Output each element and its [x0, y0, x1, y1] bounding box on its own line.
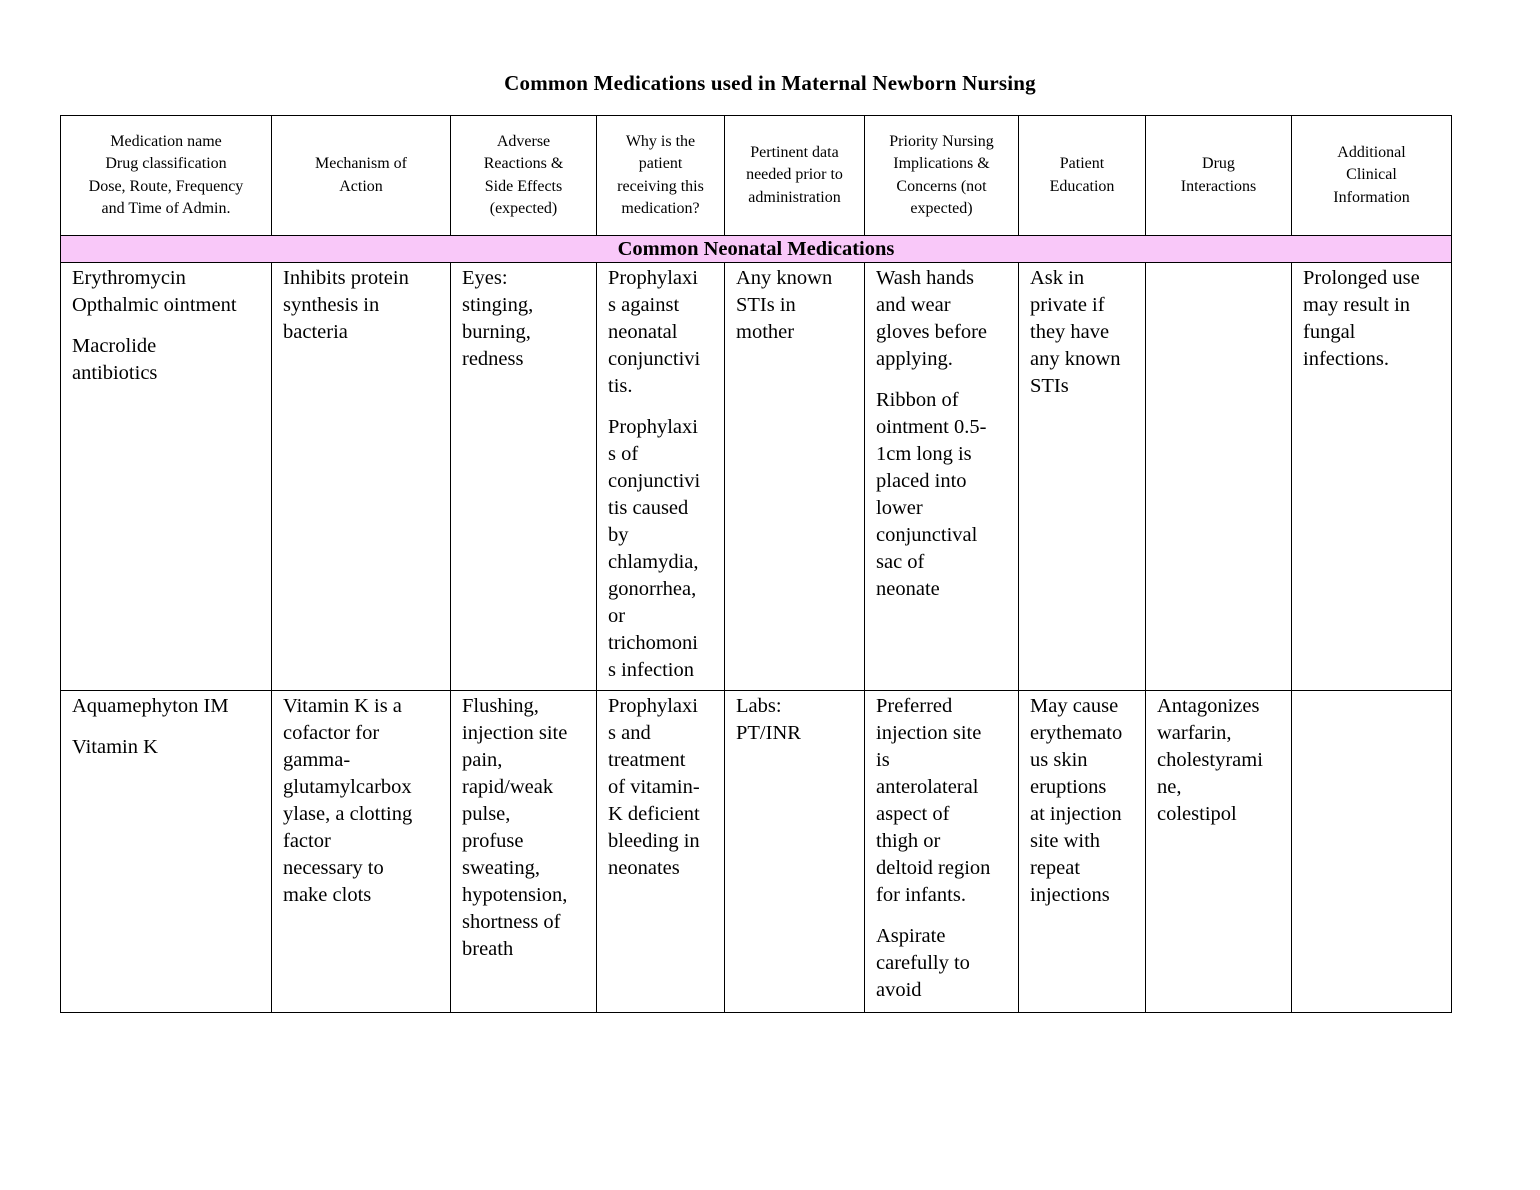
cell-text-line: STIs in	[736, 294, 796, 316]
header-text-line: administration	[748, 188, 841, 206]
cell-text-line: aspect of	[876, 803, 950, 825]
table-cell	[272, 691, 451, 1013]
cell-text-line: redness	[462, 348, 524, 370]
header-text-line: Additional	[1337, 143, 1406, 161]
header-text-line: needed prior to	[746, 166, 843, 184]
cell-text-line: s infection	[608, 659, 694, 681]
cell-text-line: applying.	[876, 348, 953, 370]
cell-text-line: us skin	[1030, 749, 1088, 771]
table-cell	[597, 691, 725, 1013]
table-cell	[61, 263, 272, 691]
header-text-line: Implications &	[893, 155, 990, 172]
header-medication-name	[61, 116, 272, 236]
cell-text-line: stinging,	[462, 294, 534, 316]
cell-text-line: lower	[876, 497, 923, 519]
header-text-line: Why is the	[625, 132, 696, 150]
cell-text-line: STIs	[1030, 375, 1069, 397]
cell-text-line: Flushing,	[462, 695, 539, 717]
cell-text-line: treatment	[608, 749, 686, 771]
cell-text-line: placed into	[876, 470, 967, 492]
table-cell	[451, 691, 597, 1013]
cell-text-line: factor	[283, 830, 331, 852]
header-text-line: expected)	[910, 200, 973, 217]
cell-text-line: necessary to	[283, 857, 384, 879]
cell-text-line: glutamylcarbox	[283, 776, 412, 798]
cell-text-line: ointment 0.5-	[876, 416, 987, 438]
cell-text-line: private if	[1030, 294, 1105, 316]
cell-text-line: Aspirate	[876, 925, 946, 947]
header-text-line: Concerns (not	[896, 177, 987, 195]
table-cell	[451, 263, 597, 691]
header-mechanism-of-action	[272, 116, 451, 236]
table-cell	[597, 263, 725, 691]
header-text-line: Patient	[1059, 155, 1105, 172]
header-text-line: patient	[638, 155, 683, 172]
cell-text-line: s against	[608, 294, 680, 316]
cell-text-line: ylase, a clotting	[283, 803, 413, 825]
paragraph-gap	[876, 909, 1012, 923]
header-text-line: Reactions &	[483, 155, 564, 172]
table-cell	[1146, 263, 1292, 691]
header-text-line: Dose, Route, Frequency	[88, 177, 244, 195]
cell-text-line: May cause	[1030, 695, 1119, 717]
table-cell	[272, 263, 451, 691]
cell-text-line: make clots	[283, 884, 372, 906]
cell-text-line: any known	[1030, 348, 1121, 370]
cell-text-line: 1cm long is	[876, 443, 972, 465]
table-row	[61, 263, 1452, 691]
header-text-line: Medication name	[110, 132, 222, 150]
cell-text-line: tis.	[608, 375, 633, 397]
document-title: Common Medications used in Maternal Newborn Nursing	[504, 71, 1036, 95]
header-text-line: Pertinent data	[750, 143, 839, 161]
cell-text-line: burning,	[462, 321, 531, 343]
cell-text-line: chlamydia,	[608, 551, 699, 573]
cell-text-line: for infants.	[876, 884, 966, 906]
cell-text-line: Aquamephyton IM	[72, 695, 229, 717]
cell-text-line: Labs:	[736, 695, 782, 717]
cell-text-line: anterolateral	[876, 776, 979, 798]
cell-text-line: eruptions	[1030, 776, 1107, 798]
cell-text-line: Prophylaxi	[608, 416, 698, 438]
table-cell	[725, 263, 865, 691]
cell-text-line: s and	[608, 722, 651, 744]
header-pertinent-data	[725, 116, 865, 236]
table-cell	[1292, 691, 1452, 1013]
header-text-line: Information	[1333, 188, 1410, 206]
header-text-line: Interactions	[1180, 177, 1257, 195]
header-patient-education	[1019, 116, 1146, 236]
cell-text-line: gloves before	[876, 321, 987, 343]
table-row	[61, 691, 1452, 1013]
cell-text-line: injection site	[876, 722, 982, 744]
cell-text-line: gamma-	[283, 749, 351, 771]
cell-text-line: and wear	[876, 294, 951, 316]
cell-text-line: shortness of	[462, 911, 561, 933]
cell-text-line: fungal	[1303, 321, 1356, 343]
cell-text-line: site with	[1030, 830, 1101, 852]
cell-text-line: sac of	[876, 551, 925, 573]
section-row	[61, 236, 1452, 263]
cell-text-line: repeat	[1030, 857, 1081, 879]
cell-text-line: thigh or	[876, 830, 941, 852]
cell-text-line: warfarin,	[1157, 722, 1232, 744]
cell-text-line: or	[608, 605, 626, 627]
cell-text-line: Inhibits protein	[283, 267, 409, 289]
cell-text-line: Wash hands	[876, 267, 974, 289]
paragraph-gap	[72, 319, 265, 333]
paragraph-gap	[72, 720, 265, 734]
cell-text-line: hypotension,	[462, 884, 568, 906]
cell-text-line: ne,	[1157, 776, 1182, 798]
cell-text-line: trichomoni	[608, 632, 698, 654]
header-text-line: Action	[339, 177, 383, 195]
header-text-line: Drug classification	[105, 155, 227, 172]
cell-text-line: Vitamin K is a	[283, 695, 402, 717]
cell-text-line: of vitamin-	[608, 776, 700, 798]
cell-text-line: Erythromycin	[72, 267, 186, 289]
header-text-line: and Time of Admin.	[101, 200, 231, 217]
table-cell	[61, 691, 272, 1013]
cell-text-line: synthesis in	[283, 294, 380, 316]
cell-text-line: breath	[462, 938, 514, 960]
cell-text-line: cofactor for	[283, 722, 380, 744]
cell-text-line: by	[608, 524, 629, 546]
cell-text-line: Prophylaxi	[608, 695, 698, 717]
cell-text-line: Macrolide	[72, 335, 157, 357]
cell-text-line: bacteria	[283, 321, 348, 343]
cell-text-line: colestipol	[1157, 803, 1237, 825]
cell-text-line: Antagonizes	[1157, 695, 1260, 717]
cell-text-line: carefully to	[876, 952, 970, 974]
header-adverse-reactions	[451, 116, 597, 236]
header-text-line: (expected)	[489, 200, 558, 217]
cell-text-line: mother	[736, 321, 795, 343]
table-cell	[1146, 691, 1292, 1013]
header-text-line: Education	[1049, 177, 1115, 195]
table-cell	[865, 263, 1019, 691]
cell-text-line: Eyes:	[462, 267, 508, 289]
cell-text-line: cholestyrami	[1157, 749, 1263, 771]
header-row	[61, 116, 1452, 236]
cell-text-line: s of	[608, 443, 639, 465]
table-cell	[725, 691, 865, 1013]
cell-text-line: conjunctivi	[608, 348, 701, 370]
cell-text-line: injection site	[462, 722, 568, 744]
cell-text-line: tis caused	[608, 497, 689, 519]
cell-text-line: PT/INR	[736, 722, 801, 744]
header-reason-for-medication	[597, 116, 725, 236]
cell-text-line: Ask in	[1030, 267, 1085, 289]
table-cell	[1292, 263, 1452, 691]
cell-text-line: antibiotics	[72, 362, 158, 384]
table-cell	[1019, 263, 1146, 691]
cell-text-line: infections.	[1303, 348, 1389, 370]
cell-text-line: deltoid region	[876, 857, 991, 879]
cell-text-line: Opthalmic ointment	[72, 294, 237, 316]
cell-text-line: is	[876, 749, 890, 771]
header-text-line: medication?	[621, 200, 700, 217]
table-cell	[1019, 691, 1146, 1013]
cell-text-line: pulse,	[462, 803, 511, 825]
cell-text-line: Any known	[736, 267, 833, 289]
header-text-line: Clinical	[1346, 166, 1397, 184]
paragraph-gap	[608, 400, 718, 414]
cell-text-line: bleeding in	[608, 830, 700, 852]
header-text-line: Adverse	[496, 132, 551, 150]
cell-text-line: avoid	[876, 979, 922, 1001]
cell-text-line: gonorrhea,	[608, 578, 697, 600]
cell-text-line: K deficient	[608, 803, 700, 825]
header-text-line: Side Effects	[484, 177, 563, 195]
header-priority-nursing	[865, 116, 1019, 236]
header-additional-info	[1292, 116, 1452, 236]
cell-text-line: erythemato	[1030, 722, 1123, 744]
cell-text-line: Prolonged use	[1303, 267, 1420, 289]
table-cell	[865, 691, 1019, 1013]
cell-text-line: sweating,	[462, 857, 540, 879]
cell-text-line: they have	[1030, 321, 1110, 343]
cell-text-line: may result in	[1303, 294, 1411, 316]
cell-text-line: rapid/weak	[462, 776, 554, 798]
cell-text-line: at injection	[1030, 803, 1122, 825]
cell-text-line: profuse	[462, 830, 524, 852]
header-text-line: Priority Nursing	[889, 132, 994, 150]
cell-text-line: injections	[1030, 884, 1110, 906]
cell-text-line: Prophylaxi	[608, 267, 698, 289]
cell-text-line: conjunctivi	[608, 470, 701, 492]
cell-text-line: neonatal	[608, 321, 678, 343]
cell-text-line: neonates	[608, 857, 680, 879]
header-text-line: Drug	[1202, 155, 1235, 172]
cell-text-line: neonate	[876, 578, 940, 600]
section-heading: Common Neonatal Medications	[61, 236, 1452, 263]
cell-text-line: Ribbon of	[876, 389, 959, 411]
header-text-line: receiving this	[617, 177, 704, 195]
cell-text-line: Vitamin K	[72, 736, 158, 758]
paragraph-gap	[876, 373, 1012, 387]
cell-text-line: Preferred	[876, 695, 953, 717]
cell-text-line: conjunctival	[876, 524, 978, 546]
header-text-line: Mechanism of	[315, 155, 407, 172]
cell-text-line: pain,	[462, 749, 503, 771]
medication-table	[60, 115, 1452, 1013]
header-drug-interactions	[1146, 116, 1292, 236]
